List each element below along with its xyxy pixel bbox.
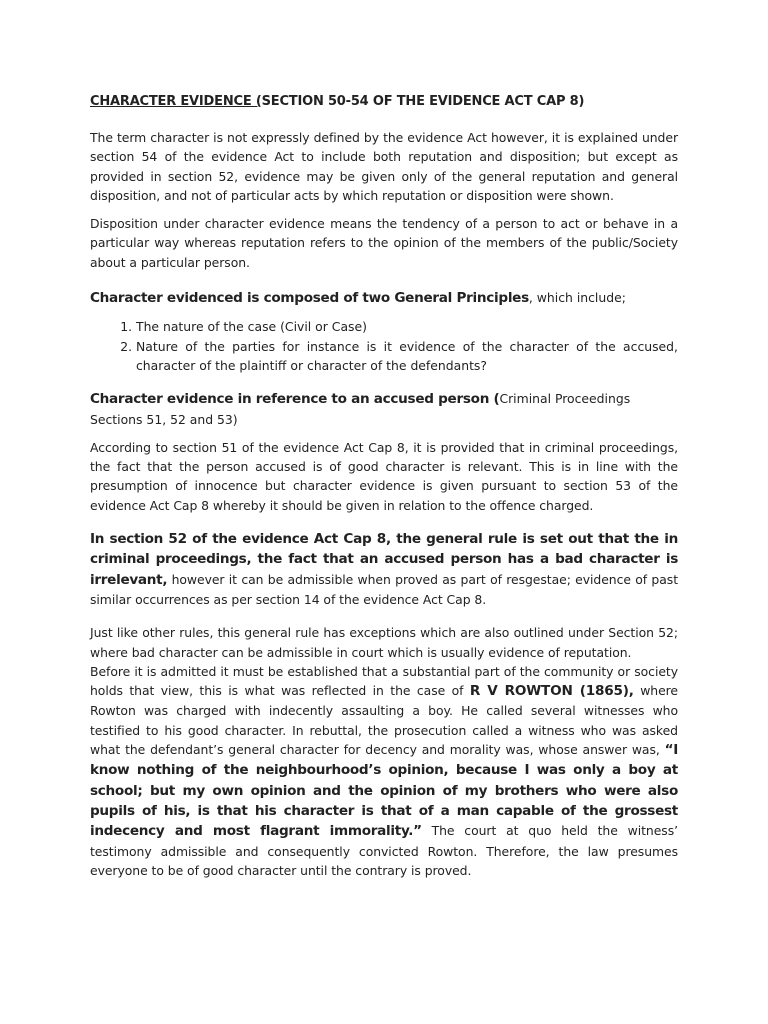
list-item: 2. Nature of the parties for instance is it evidence of the character of the accused, character of the plaintiff or character of the defendants?: [136, 337, 678, 376]
heading-general-principles-rest: , which include;: [528, 290, 626, 306]
paragraph-section-52: [90, 529, 678, 609]
rowton-intro: Before it is admitted it must be established that a substantial part of the community or society holds that view, this is what was reflected in the case of: [90, 663, 678, 699]
heading-general-principles-bold: Character evidenced is composed of two General Principles: [90, 290, 529, 307]
rowton-facts: where Rowton was charged with indecently assaulting a boy. He called several witnesses who testified to his good character. In rebuttal, the prosecution called a witness who was asked what the defendant’s general character for decency and morality was, whose answer was,: [90, 683, 679, 758]
rowton-holding: The court at quo held the witness’ testimony admissible and consequently convicted Rowton. Therefore, the law presumes everyone to be of good character until the contrary is proved.: [90, 823, 678, 878]
heading-general-principles: [90, 288, 678, 308]
paragraph-section-51: According to section 51 of the evidence Act Cap 8, it is provided that in criminal proceedings, the fact that the person accused is of good character is relevant. This is in line with the presumption of innocence but character evidence is given pursuant to section 53 of the evidence Act Cap 8 whereby it should be given in relation to the offence charged.: [90, 439, 678, 513]
list-item: 1. The nature of the case (Civil or Case): [136, 317, 678, 336]
paragraph-exceptions: Just like other rules, this general rule has exceptions which are also outlined under Section 52; where bad character can be admissible in court which is usually evidence of reputation.: [90, 625, 678, 660]
paragraph-definition: The term character is not expressly defined by the evidence Act however, it is explained under section 54 of the evidence Act to include both reputation and disposition; but except as provided in section 52, evidence may be given only of the general reputation and general disposition, and not of particular acts by which reputation or disposition were shown.: [90, 130, 678, 203]
heading-accused-person-rest: Criminal Proceedings Sections 51, 52 and 53): [90, 391, 631, 427]
title-underlined: CHARACTER EVIDENCE (: [90, 94, 262, 109]
document-page: [90, 92, 678, 889]
paragraph-rowton-case: [90, 662, 678, 880]
paragraph-disposition: Disposition under character evidence means the tendency of a person to act or behave in a particular way whereas reputation refers to the opinion of the members of the public/Society about a particular person.: [90, 216, 678, 270]
principles-list: [90, 317, 678, 375]
heading-accused-person: [90, 389, 678, 429]
witness-quote: “I know nothing of the neighbourhood’s opinion, because I was only a boy at school; but my own opinion and the opinion of my brothers who were also pupils of his, is that his character is that of a man capable of the grossest indecency and most flagrant immorality.”: [90, 742, 678, 840]
section-52-rest: however it can be admissible when proved as part of resgestae; evidence of past similar occurrences as per section 14 of the evidence Act Cap 8.: [90, 571, 678, 607]
document-title: [90, 92, 678, 112]
case-citation: R V ROWTON (1865),: [469, 683, 634, 700]
heading-accused-person-bold: Character evidence in reference to an accused person (: [90, 391, 500, 408]
title-rest: SECTION 50-54 OF THE EVIDENCE ACT CAP 8): [261, 94, 585, 109]
section-52-bold: In section 52 of the evidence Act Cap 8, the general rule is set out that the in criminal proceedings, the fact that an accused person has a bad character is irrelevant,: [90, 531, 678, 588]
